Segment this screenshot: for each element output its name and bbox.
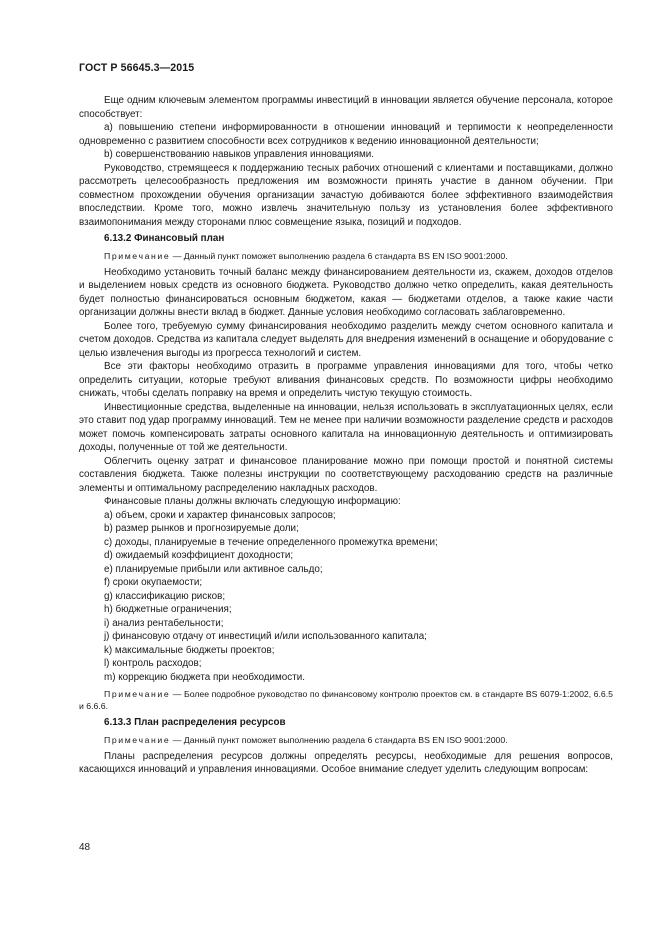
list-item: a) объем, сроки и характер финансовых запросов; bbox=[104, 509, 336, 521]
paragraph: Планы распределения ресурсов должны определять ресурсы, необходимые для решения вопросов, касающихся инноваций и управления инновациями. Особое внимание следует уделить следующим вопросам: bbox=[79, 750, 613, 775]
paragraph: Финансовые планы должны включать следующую информацию: bbox=[104, 496, 401, 507]
list-item: d) ожидаемый коэффициент доходности; bbox=[104, 550, 294, 561]
list-item: g) классификацию рисков; bbox=[104, 590, 226, 602]
list-item: m) коррекцию бюджета при необходимости. bbox=[104, 671, 305, 683]
list-item: i) анализ рентабельности; bbox=[104, 617, 224, 629]
page-number: 48 bbox=[79, 842, 91, 853]
note bbox=[79, 250, 613, 262]
list-item: b) размер рынков и прогнозируемые доли; bbox=[104, 523, 299, 534]
paragraph: Облегчить оценку затрат и финансовое планирование можно при помощи простой и понятной системы составления бюджета. Также полезны инструкции по соответствующему расходованию средств на различные элементы и оптимальному распределению накладных расходов. bbox=[79, 455, 613, 494]
section-heading: 6.13.2 Финансовый план bbox=[104, 233, 225, 244]
paragraph: Необходимо установить точный баланс между финансированием деятельности из, скажем, доходов отделов и выделением новых средств из основного бюджета. Руководство должно четко определить, какая деятельность будет полностью финансироваться основным бюджетом, какая — бюджетами отделов, а также какие части организации должны внести вклад в бюджет. Данные условия необходимо согласовать заблаговременно. bbox=[79, 266, 613, 318]
document-header: ГОСТ Р 56645.3—2015 bbox=[79, 62, 195, 74]
list-item: l) контроль расходов; bbox=[104, 658, 202, 669]
paragraph: Более того, требуемую сумму финансирования необходимо разделить между счетом основного капитала и счетом доходов. Средства из капитала следует выделять для внедрения изменений в оснащение и оборудование с целью извлечения выгоды из прогресса технологий и систем. bbox=[79, 320, 613, 359]
list-item: e) планируемые прибыли или активное сальдо; bbox=[104, 563, 323, 575]
note-label: Примечание bbox=[104, 734, 171, 745]
document-body bbox=[79, 94, 613, 777]
note bbox=[79, 734, 613, 746]
note-text: — Более подробное руководство по финансовому контролю проектов см. в стандарте BS 6079-1:2002, 6.6.5 и 6.6.6. bbox=[79, 689, 613, 711]
note-label: Примечание bbox=[104, 689, 171, 699]
note bbox=[79, 688, 613, 712]
paragraph: Еще одним ключевым элементом программы инвестиций в инновации является обучение персонала, которое способствует: bbox=[79, 95, 613, 120]
list-item: f) сроки окупаемости; bbox=[104, 577, 203, 588]
paragraph: Все эти факторы необходимо отразить в программе управления инновациями для того, чтобы четко определить ситуации, которые требуют вливания финансовых средств. По возможности цифры необходимо снижать, чтобы сделать поправку на время и определить чистую текущую стоимость. bbox=[79, 361, 613, 399]
paragraph: a) повышению степени информированности в отношении инноваций и терпимости к неопределенности одновременно с развитием способности всех сотрудников к ведению инновационной деятельности; bbox=[79, 122, 613, 147]
list-item: j) финансовую отдачу от инвестиций и/или использованного капитала; bbox=[104, 631, 427, 642]
note-text: — Данный пункт поможет выполнению раздела 6 стандарта BS EN ISO 9001:2000. bbox=[170, 734, 508, 745]
section-heading: 6.13.3 План распределения ресурсов bbox=[104, 717, 286, 728]
paragraph: Руководство, стремящееся к поддержанию тесных рабочих отношений с клиентами и поставщиками, должно рассмотреть целесообразность предложения им возможности принять участие в данном обучении. При совместном прохождении обучения организации зачастую добиваются более эффективного взаимодействия впоследствии. Кроме того, можно извлечь значительную пользу из установления более эффективного взаимопонимания между сторонами плюс совмещение языка, позиций и подходов. bbox=[79, 162, 613, 228]
paragraph: Инвестиционные средства, выделенные на инновации, нельзя использовать в эксплуатационных целях, если это ставит под удар программу инноваций. Тем не менее при наличии возможности разделение средств и расходов может помочь компенсировать затраты основного капитала на инновационную деятельность и оптимизировать доходы, полученные от той же деятельности. bbox=[79, 401, 613, 453]
list-item: c) доходы, планируемые в течение определенного промежутка времени; bbox=[104, 536, 438, 548]
note-label: Примечание bbox=[104, 250, 171, 261]
list-item: k) максимальные бюджеты проектов; bbox=[104, 644, 275, 656]
note-text: — Данный пункт поможет выполнению раздела 6 стандарта BS EN ISO 9001:2000. bbox=[170, 250, 508, 261]
paragraph: b) совершенствованию навыков управления инновациями. bbox=[104, 149, 374, 160]
list-item: h) бюджетные ограничения; bbox=[104, 604, 232, 615]
